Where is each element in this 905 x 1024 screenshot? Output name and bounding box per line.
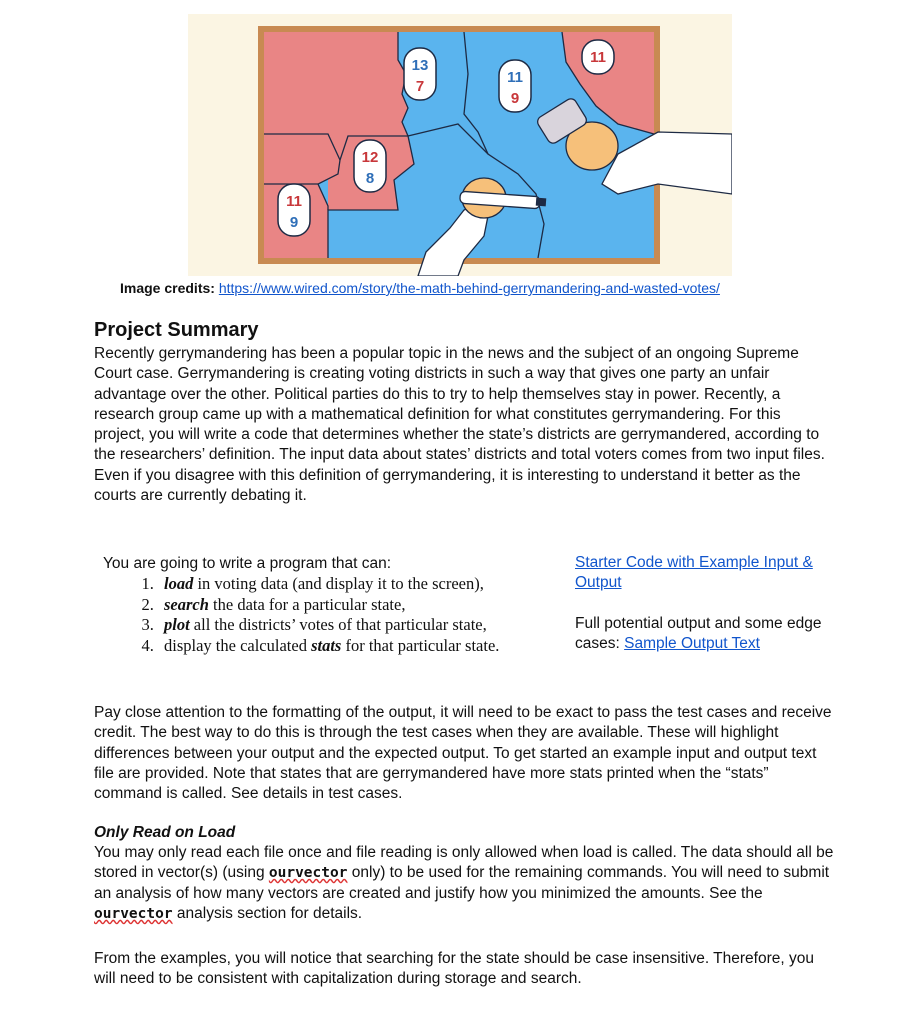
sample-output-block [575, 614, 835, 655]
case-insensitive-paragraph: From the examples, you will notice that searching for the state should be case insensitive. Therefore, you will need to be consistent with capitalization during storage and search. [94, 950, 814, 988]
task-list-block [103, 554, 553, 656]
image-credits-link[interactable]: https://www.wired.com/story/the-math-behind-gerrymandering-and-wasted-votes/ [218, 280, 720, 296]
task-search: 2. search the data for a particular state, [158, 595, 553, 616]
sample-output-link[interactable]: Sample Output Text [624, 635, 760, 653]
task-list-intro: You are going to write a program that can: [103, 555, 392, 572]
task-list [103, 574, 553, 656]
district-11b-top: 11 [286, 193, 302, 210]
ourvector-code-1: ourvector [268, 865, 348, 882]
image-credits-label: Image credits: [120, 280, 215, 296]
district-11a-bottom: 9 [510, 90, 520, 107]
district-12-top: 12 [361, 149, 379, 166]
ourvector-code-2: ourvector [94, 905, 173, 922]
project-summary-heading: Project Summary [94, 319, 259, 341]
image-credits [120, 279, 720, 297]
task-plot: 3. plot all the districts’ votes of that particular state, [158, 615, 553, 636]
project-summary-paragraph: Recently gerrymandering has been a popular topic in the news and the subject of an ongoing Supreme Court case. Gerrymandering is creating voting districts in such a way that gives one party an unfair advantage over the other. Political parties do this to try to help themselves stay in power. Recently, a research group came up with a mathematical definition for what constitutes gerrymandering. For this project, you will write a code that determines whether the state’s districts are gerrymandered, according to the researchers’ definition. The input data about states’ districts and total voters comes from two input files. Even if you disagree with this definition of gerrymandering, it is interesting to understand it better as the courts are currently debating it. [94, 345, 825, 505]
district-11a-top: 11 [507, 69, 523, 86]
gerrymandering-illustration [188, 14, 732, 276]
task-load: 1. load in voting data (and display it to the screen), [158, 574, 553, 595]
formatting-paragraph: Pay close attention to the formatting of the output, it will need to be exact to pass the test cases and receive credit. The best way to do this is through the test cases when they are available. These will highlight differences between your output and the expected output. To get started an example input and output text file are provided. Note that states that are gerrymandered have more stats printed when the “stats” command is called. See details in test cases. [94, 704, 832, 803]
district-11b-bottom: 9 [289, 214, 299, 231]
only-read-heading: Only Read on Load [94, 824, 236, 841]
starter-code-link[interactable]: Starter Code with Example Input & Output [575, 554, 813, 592]
district-11c-top: 11 [590, 49, 606, 66]
task-stats: 4. display the calculated stats for that particular state. [158, 636, 553, 657]
district-13-bottom: 7 [415, 78, 425, 95]
only-read-paragraph: You may only read each file once and file reading is only allowed when load is called. The data should all be stored in vector(s) (using ourvector only) to be used for the remaining commands. You will need to submit an analysis of how many vectors are created and justify how you minimized the amounts. See the ourvector analysis section for details. [94, 844, 834, 922]
district-13-top: 13 [411, 57, 429, 74]
full-output-label: Full potential output and some edge cases: [575, 615, 822, 653]
district-12-bottom: 8 [365, 170, 375, 187]
